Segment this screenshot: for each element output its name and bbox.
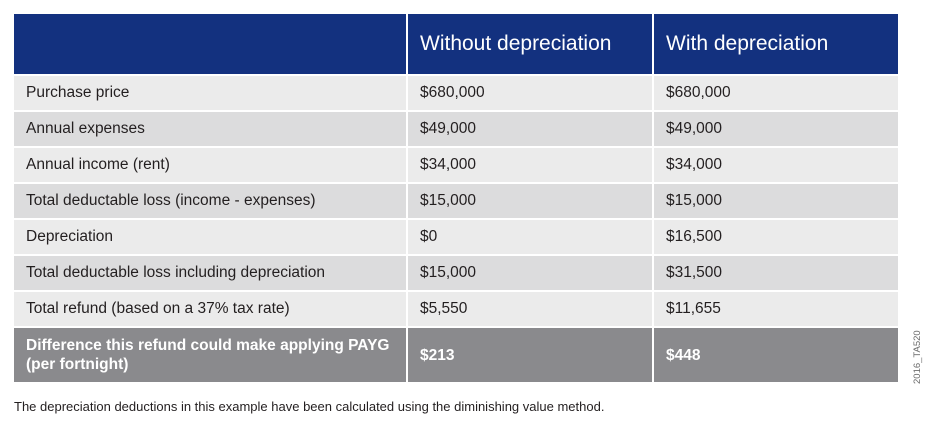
total-row-label: Difference this refund could make applying PAYG (per fortnight): [14, 328, 406, 382]
document-code: 2016_TA520: [912, 330, 923, 384]
value-with-depreciation: $680,000: [654, 76, 898, 110]
value-without-depreciation: $5,550: [408, 292, 652, 326]
total-value-without-depreciation: $213: [408, 328, 652, 382]
comparison-table: [14, 14, 898, 384]
value-with-depreciation: $16,500: [654, 220, 898, 254]
table-row: [14, 256, 898, 290]
total-value-with-depreciation: $448: [654, 328, 898, 382]
header-cell-with-depreciation: With depreciation: [654, 14, 898, 74]
header-cell-empty: [14, 14, 406, 74]
row-label: Annual income (rent): [14, 148, 406, 182]
table-row: [14, 292, 898, 326]
value-with-depreciation: $11,655: [654, 292, 898, 326]
footnote: The depreciation deductions in this example have been calculated using the diminishing value method.: [14, 399, 605, 414]
row-label: Purchase price: [14, 76, 406, 110]
value-with-depreciation: $31,500: [654, 256, 898, 290]
value-without-depreciation: $15,000: [408, 256, 652, 290]
table-header-row: [14, 14, 898, 74]
table-row: [14, 184, 898, 218]
header-cell-without-depreciation: Without depreciation: [408, 14, 652, 74]
value-without-depreciation: $34,000: [408, 148, 652, 182]
table-row: [14, 220, 898, 254]
table-total-row: [14, 328, 898, 382]
table-row: [14, 112, 898, 146]
value-without-depreciation: $49,000: [408, 112, 652, 146]
row-label: Total deductable loss including depreciation: [14, 256, 406, 290]
value-without-depreciation: $15,000: [408, 184, 652, 218]
value-without-depreciation: $680,000: [408, 76, 652, 110]
value-with-depreciation: $49,000: [654, 112, 898, 146]
row-label: Depreciation: [14, 220, 406, 254]
table-row: [14, 76, 898, 110]
value-with-depreciation: $15,000: [654, 184, 898, 218]
row-label: Total deductable loss (income - expenses): [14, 184, 406, 218]
table-row: [14, 148, 898, 182]
row-label: Total refund (based on a 37% tax rate): [14, 292, 406, 326]
value-without-depreciation: $0: [408, 220, 652, 254]
row-label: Annual expenses: [14, 112, 406, 146]
value-with-depreciation: $34,000: [654, 148, 898, 182]
